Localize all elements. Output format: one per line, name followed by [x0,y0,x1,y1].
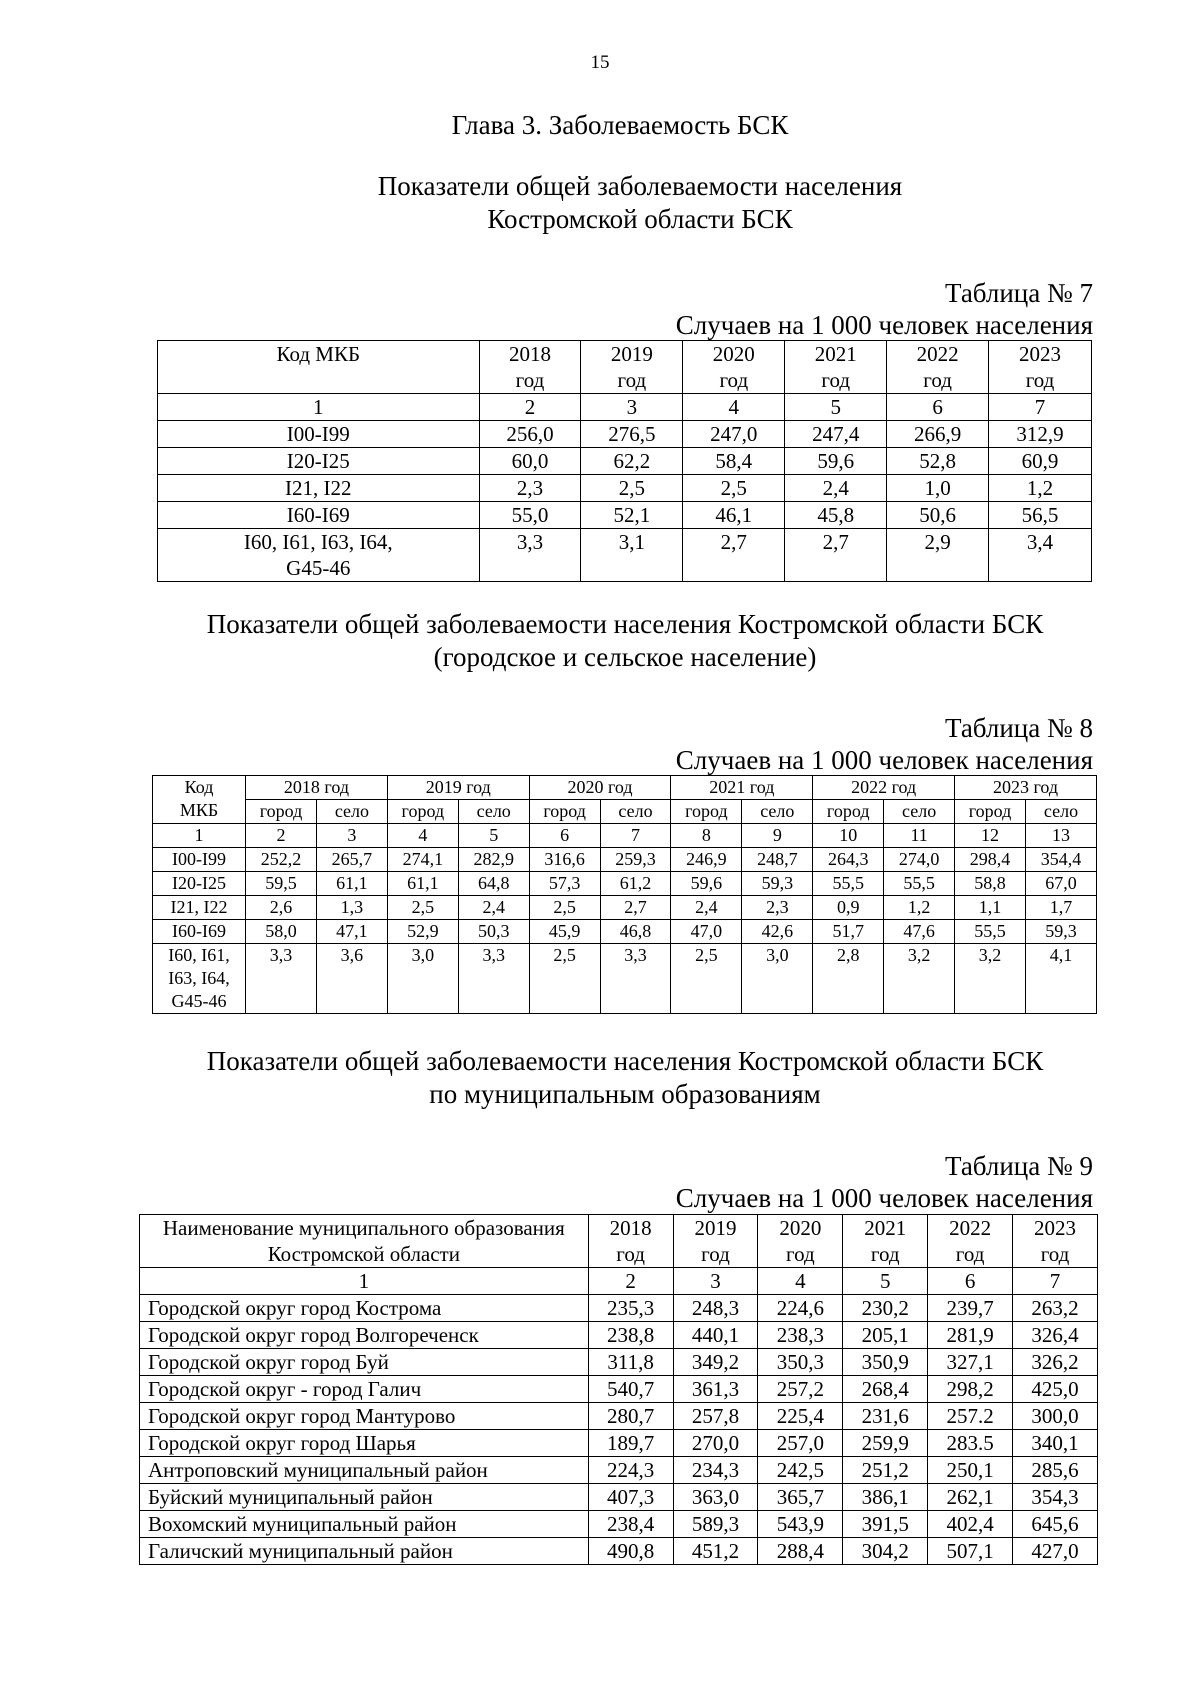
value-cell: 3,0 [742,944,813,1014]
header-cell: 2021 год [785,341,887,394]
value-cell: 52,8 [887,448,989,475]
number-cell: 12 [955,824,1026,848]
column-number-row [153,824,1097,848]
value-cell: 45,8 [785,502,887,529]
number-cell: 7 [989,394,1092,421]
header-cell: Наименование муниципального образования Костромской области [140,1215,589,1268]
value-cell: 230,2 [843,1295,928,1322]
value-cell: 64,8 [458,872,529,896]
column-number-row [158,394,1092,421]
value-cell: 281,9 [928,1322,1013,1349]
value-cell: 257,2 [758,1376,843,1403]
table-7 [157,340,1092,582]
header-cell: село [742,800,813,824]
number-cell: 7 [600,824,671,848]
value-cell: 50,6 [887,502,989,529]
table7-caption [676,277,1093,341]
table-row [140,1430,1098,1457]
value-cell: 2,4 [785,475,887,502]
value-cell: 451,2 [673,1538,758,1565]
section9-title [150,1045,1100,1111]
header-cell: село [458,800,529,824]
value-cell: 350,3 [758,1349,843,1376]
header-cell: 2020 год [529,776,671,800]
value-cell: 304,2 [843,1538,928,1565]
value-cell: 274,0 [884,848,955,872]
table8-units: Случаев на 1 000 человек населения [675,745,1093,775]
code-cell: I21, I22 [158,475,480,502]
header-cell: село [600,800,671,824]
value-cell: 2,8 [813,944,884,1014]
number-cell: 2 [479,394,581,421]
number-cell: 8 [671,824,742,848]
municipality-name: Вохомский муниципальный район [140,1511,589,1538]
value-cell: 427,0 [1013,1538,1098,1565]
value-cell: 2,3 [479,475,581,502]
value-cell: 47,1 [317,920,388,944]
code-cell: I00-I99 [153,848,246,872]
header-cell: город [246,800,317,824]
value-cell: 1,3 [317,896,388,920]
header-cell: город [671,800,742,824]
number-cell: 4 [683,394,785,421]
value-cell: 4,1 [1026,944,1097,1014]
value-cell: 354,3 [1013,1484,1098,1511]
value-cell: 1,2 [989,475,1092,502]
table8-label: Таблица № 8 [945,713,1093,743]
municipality-name: Городской округ город Мантурово [140,1403,589,1430]
number-cell: 13 [1026,824,1097,848]
value-cell: 251,2 [843,1457,928,1484]
value-cell: 51,7 [813,920,884,944]
code-cell: I60-I69 [153,920,246,944]
table-row [140,1322,1098,1349]
value-cell: 276,5 [581,421,683,448]
value-cell: 67,0 [1026,872,1097,896]
value-cell: 3,1 [581,529,683,582]
value-cell: 3,3 [600,944,671,1014]
value-cell: 0,9 [813,896,884,920]
value-cell: 242,5 [758,1457,843,1484]
table-row [140,1457,1098,1484]
table-row [158,502,1092,529]
header-cell: 2019 год [581,341,683,394]
value-cell: 62,2 [581,448,683,475]
value-cell: 61,1 [387,872,458,896]
value-cell: 386,1 [843,1484,928,1511]
value-cell: 298,4 [955,848,1026,872]
value-cell: 543,9 [758,1511,843,1538]
header-cell: 2019 год [673,1215,758,1268]
value-cell: 263,2 [1013,1295,1098,1322]
table-row [153,872,1097,896]
section8-title-line: (городское и сельское население) [433,642,817,672]
value-cell: 3,3 [479,529,581,582]
value-cell: 361,3 [673,1376,758,1403]
header-cell: 2020 год [683,341,785,394]
value-cell: 47,0 [671,920,742,944]
value-cell: 326,2 [1013,1349,1098,1376]
value-cell: 61,1 [317,872,388,896]
value-cell: 3,2 [955,944,1026,1014]
number-cell: 9 [742,824,813,848]
value-cell: 3,6 [317,944,388,1014]
number-cell: 5 [843,1268,928,1295]
code-cell: I60, I61, I63, I64, G45-46 [153,944,246,1014]
value-cell: 3,3 [458,944,529,1014]
number-cell: 2 [588,1268,673,1295]
value-cell: 645,6 [1013,1511,1098,1538]
header-cell: 2023 год [989,341,1092,394]
value-cell: 540,7 [588,1376,673,1403]
table-row [140,1484,1098,1511]
table9-caption [676,1150,1093,1214]
value-cell: 274,1 [387,848,458,872]
value-cell: 589,3 [673,1511,758,1538]
municipality-name: Городской округ город Кострома [140,1295,589,1322]
table-header-row [140,1215,1098,1268]
value-cell: 59,5 [246,872,317,896]
value-cell: 42,6 [742,920,813,944]
value-cell: 1,7 [1026,896,1097,920]
value-cell: 56,5 [989,502,1092,529]
value-cell: 1,2 [884,896,955,920]
value-cell: 225,4 [758,1403,843,1430]
value-cell: 55,5 [813,872,884,896]
code-cell: I20-I25 [153,872,246,896]
value-cell: 2,5 [529,944,600,1014]
value-cell: 3,4 [989,529,1092,582]
value-cell: 407,3 [588,1484,673,1511]
header-cell: село [884,800,955,824]
value-cell: 238,4 [588,1511,673,1538]
table-row [158,475,1092,502]
table-row [153,896,1097,920]
value-cell: 264,3 [813,848,884,872]
table-row [140,1511,1098,1538]
code-cell: I00-I99 [158,421,480,448]
value-cell: 224,6 [758,1295,843,1322]
municipality-name: Городской округ - город Галич [140,1376,589,1403]
municipality-name: Галичский муниципальный район [140,1538,589,1565]
header-cell: 2022 год [813,776,955,800]
section7-title-line: Костромской области БСК [487,204,793,234]
value-cell: 46,8 [600,920,671,944]
municipality-name: Городской округ город Шарья [140,1430,589,1457]
value-cell: 248,7 [742,848,813,872]
value-cell: 52,9 [387,920,458,944]
value-cell: 2,9 [887,529,989,582]
value-cell: 402,4 [928,1511,1013,1538]
value-cell: 60,9 [989,448,1092,475]
value-cell: 363,0 [673,1484,758,1511]
value-cell: 205,1 [843,1322,928,1349]
header-cell: 2019 год [387,776,529,800]
value-cell: 326,4 [1013,1322,1098,1349]
number-cell: 5 [458,824,529,848]
table-row [140,1349,1098,1376]
value-cell: 3,2 [884,944,955,1014]
header-cell: 2022 год [887,341,989,394]
value-cell: 365,7 [758,1484,843,1511]
value-cell: 247,0 [683,421,785,448]
value-cell: 349,2 [673,1349,758,1376]
header-cell: 2023 год [955,776,1097,800]
number-cell: 3 [581,394,683,421]
table9-label: Таблица № 9 [945,1151,1093,1181]
value-cell: 257,8 [673,1403,758,1430]
code-cell: I60-I69 [158,502,480,529]
value-cell: 354,4 [1026,848,1097,872]
value-cell: 50,3 [458,920,529,944]
number-cell: 1 [158,394,480,421]
value-cell: 257.2 [928,1403,1013,1430]
value-cell: 257,0 [758,1430,843,1457]
section9-title-line: Показатели общей заболеваемости населения Костромской области БСК [206,1046,1044,1076]
value-cell: 52,1 [581,502,683,529]
table-row [140,1403,1098,1430]
value-cell: 59,3 [742,872,813,896]
table-row [140,1538,1098,1565]
number-cell: 7 [1013,1268,1098,1295]
page-number: 15 [590,52,610,73]
value-cell: 59,6 [671,872,742,896]
value-cell: 2,3 [742,896,813,920]
number-cell: 5 [785,394,887,421]
table8-caption [676,712,1093,776]
header-cell: 2023 год [1013,1215,1098,1268]
value-cell: 59,3 [1026,920,1097,944]
table-row [153,920,1097,944]
value-cell: 55,5 [884,872,955,896]
value-cell: 239,7 [928,1295,1013,1322]
table-row [140,1295,1098,1322]
value-cell: 234,3 [673,1457,758,1484]
number-cell: 6 [928,1268,1013,1295]
value-cell: 58,0 [246,920,317,944]
municipality-name: Буйский муниципальный район [140,1484,589,1511]
value-cell: 47,6 [884,920,955,944]
number-cell: 6 [529,824,600,848]
value-cell: 2,5 [529,896,600,920]
section9-title-line: по муниципальным образованиям [429,1079,821,1109]
number-cell: 1 [153,824,246,848]
number-cell: 2 [246,824,317,848]
value-cell: 285,6 [1013,1457,1098,1484]
value-cell: 265,7 [317,848,388,872]
municipality-name: Антроповский муниципальный район [140,1457,589,1484]
value-cell: 252,2 [246,848,317,872]
value-cell: 247,4 [785,421,887,448]
header-cell: 2022 год [928,1215,1013,1268]
table-header-row [158,341,1092,394]
value-cell: 266,9 [887,421,989,448]
value-cell: 2,5 [387,896,458,920]
header-cell: город [387,800,458,824]
header-cell: Код МКБ [153,776,246,824]
value-cell: 259,9 [843,1430,928,1457]
value-cell: 2,6 [246,896,317,920]
value-cell: 350,9 [843,1349,928,1376]
value-cell: 2,5 [581,475,683,502]
value-cell: 246,9 [671,848,742,872]
table-row [158,421,1092,448]
table-row [140,1376,1098,1403]
number-cell: 3 [673,1268,758,1295]
value-cell: 2,4 [671,896,742,920]
header-cell: 2020 год [758,1215,843,1268]
value-cell: 224,3 [588,1457,673,1484]
number-cell: 1 [140,1268,589,1295]
value-cell: 58,8 [955,872,1026,896]
value-cell: 282,9 [458,848,529,872]
table-subheader-row [153,800,1097,824]
value-cell: 2,7 [785,529,887,582]
value-cell: 59,6 [785,448,887,475]
number-cell: 10 [813,824,884,848]
table-row [153,944,1097,1014]
table-row [158,529,1092,582]
value-cell: 58,4 [683,448,785,475]
value-cell: 189,7 [588,1430,673,1457]
header-cell: 2021 год [843,1215,928,1268]
value-cell: 235,3 [588,1295,673,1322]
header-cell: село [317,800,388,824]
value-cell: 3,3 [246,944,317,1014]
value-cell: 57,3 [529,872,600,896]
number-cell: 11 [884,824,955,848]
value-cell: 2,4 [458,896,529,920]
value-cell: 311,8 [588,1349,673,1376]
value-cell: 270,0 [673,1430,758,1457]
value-cell: 283.5 [928,1430,1013,1457]
value-cell: 391,5 [843,1511,928,1538]
code-cell: I20-I25 [158,448,480,475]
value-cell: 250,1 [928,1457,1013,1484]
number-cell: 3 [317,824,388,848]
table-row [153,848,1097,872]
value-cell: 3,0 [387,944,458,1014]
section8-title [150,608,1100,674]
column-number-row [140,1268,1098,1295]
value-cell: 61,2 [600,872,671,896]
value-cell: 280,7 [588,1403,673,1430]
value-cell: 2,5 [683,475,785,502]
value-cell: 2,7 [600,896,671,920]
value-cell: 425,0 [1013,1376,1098,1403]
value-cell: 46,1 [683,502,785,529]
value-cell: 316,6 [529,848,600,872]
value-cell: 298,2 [928,1376,1013,1403]
value-cell: 288,4 [758,1538,843,1565]
value-cell: 256,0 [479,421,581,448]
header-cell: город [529,800,600,824]
number-cell: 4 [387,824,458,848]
value-cell: 312,9 [989,421,1092,448]
section8-title-line: Показатели общей заболеваемости населения Костромской области БСК [206,609,1044,639]
value-cell: 259,3 [600,848,671,872]
value-cell: 440,1 [673,1322,758,1349]
value-cell: 60,0 [479,448,581,475]
table-row [158,448,1092,475]
value-cell: 507,1 [928,1538,1013,1565]
value-cell: 55,5 [955,920,1026,944]
header-cell: город [955,800,1026,824]
value-cell: 300,0 [1013,1403,1098,1430]
table-8 [152,775,1097,1014]
header-cell: 2021 год [671,776,813,800]
value-cell: 248,3 [673,1295,758,1322]
value-cell: 238,8 [588,1322,673,1349]
value-cell: 2,5 [671,944,742,1014]
value-cell: 262,1 [928,1484,1013,1511]
section7-title [165,170,1115,236]
table9-units: Случаев на 1 000 человек населения [675,1183,1093,1213]
header-cell: город [813,800,884,824]
table-9 [139,1214,1098,1565]
code-cell: I21, I22 [153,896,246,920]
table-header-row [153,776,1097,800]
header-cell: село [1026,800,1097,824]
table7-label: Таблица № 7 [945,278,1093,308]
chapter-title: Глава 3. Заболеваемость БСК [451,110,789,140]
header-cell: 2018 год [479,341,581,394]
header-cell: 2018 год [246,776,388,800]
header-cell: 2018 год [588,1215,673,1268]
value-cell: 340,1 [1013,1430,1098,1457]
municipality-name: Городской округ город Буй [140,1349,589,1376]
value-cell: 327,1 [928,1349,1013,1376]
section7-title-line: Показатели общей заболеваемости населения [377,171,903,201]
municipality-name: Городской округ город Волгореченск [140,1322,589,1349]
value-cell: 268,4 [843,1376,928,1403]
header-cell: Код МКБ [158,341,480,394]
number-cell: 6 [887,394,989,421]
value-cell: 1,0 [887,475,989,502]
code-cell: I60, I61, I63, I64, G45-46 [158,529,480,582]
value-cell: 45,9 [529,920,600,944]
value-cell: 1,1 [955,896,1026,920]
table7-units: Случаев на 1 000 человек населения [675,310,1093,340]
value-cell: 2,7 [683,529,785,582]
number-cell: 4 [758,1268,843,1295]
value-cell: 490,8 [588,1538,673,1565]
value-cell: 231,6 [843,1403,928,1430]
value-cell: 55,0 [479,502,581,529]
value-cell: 238,3 [758,1322,843,1349]
